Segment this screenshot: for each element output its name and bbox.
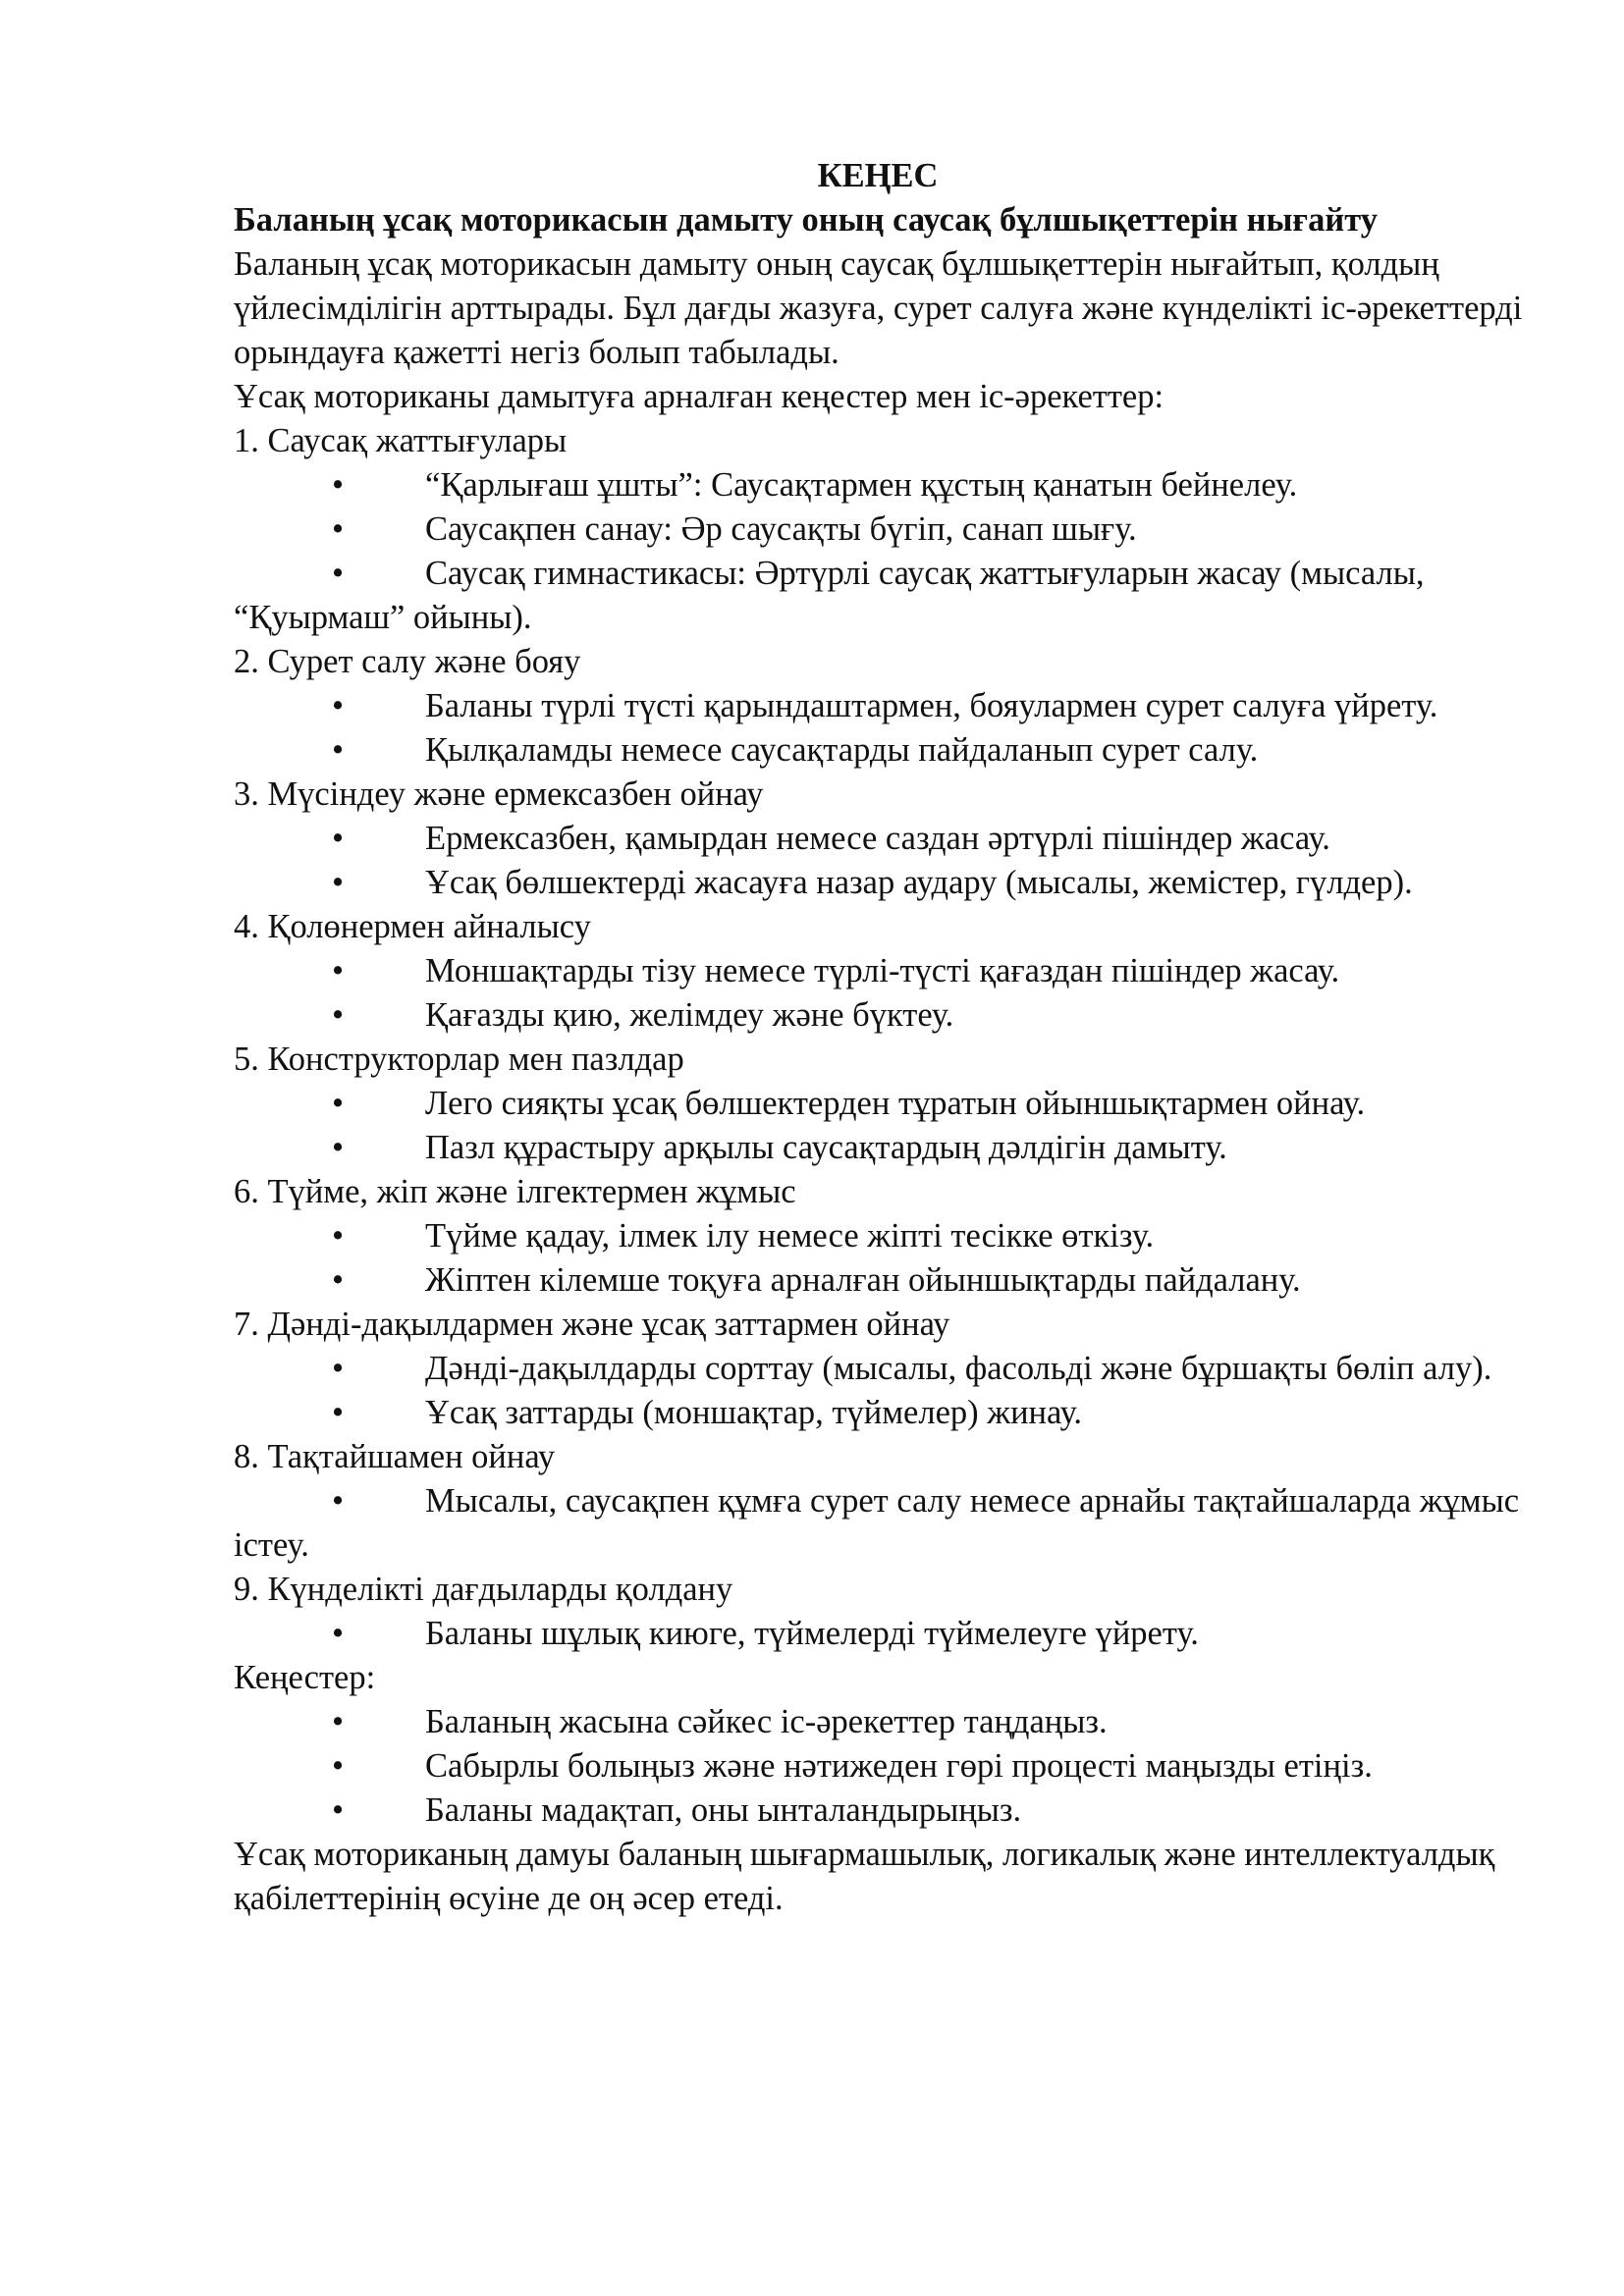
list-item-text: Саусақпен санау: Әр саусақты бүгіп, санап шығу.: [425, 510, 1137, 548]
list-item: [234, 552, 1530, 640]
list-item: [234, 463, 1530, 507]
section-heading: 7. Дәнді-дақылдармен және ұсақ заттармен ойнау: [234, 1306, 950, 1343]
list-item: [234, 949, 1530, 993]
conclusion-paragraph: Ұсақ моториканың дамуы баланың шығармашылық, логикалық және интеллектуалдық қабілеттерінің өсуіне де оң әсер етеді.: [234, 1836, 1495, 1917]
bullet-icon: •: [332, 510, 345, 548]
bullet-icon: •: [332, 1261, 345, 1299]
section-heading: 9. Күнделікті дағдыларды қолдану: [234, 1571, 733, 1608]
list-item-text: Қылқаламды немесе саусақтарды пайдаланып сурет салу.: [425, 731, 1259, 769]
bullet-icon: •: [332, 466, 345, 504]
list-item-text: Баланы түрлі түсті қарындаштармен, бояулармен сурет салуға үйрету.: [425, 687, 1438, 724]
list-item: [234, 1744, 1530, 1789]
list-item-text: Жіптен кілемше тоқуға арналған ойыншықтарды пайдалану.: [425, 1261, 1301, 1299]
list-item: [234, 684, 1530, 728]
list-item-text: Қағазды қию, желімдеу және бүктеу.: [425, 996, 954, 1034]
list-item-text: Пазл құрастыру арқылы саусақтардың дәлдігін дамыту.: [425, 1129, 1227, 1166]
section-heading: 5. Конструкторлар мен пазлдар: [234, 1041, 684, 1078]
list-item: [234, 1479, 1530, 1568]
list-item-text: Моншақтарды тізу немесе түрлі-түсті қағаздан пішіндер жасау.: [425, 952, 1340, 989]
bullet-icon: •: [332, 555, 345, 592]
bullet-icon: •: [332, 687, 345, 724]
section-heading: 2. Сурет салу және бояу: [234, 643, 581, 680]
list-item-text: Баланы мадақтап, оны ынталандырыңыз.: [425, 1791, 1022, 1829]
document-body: [234, 154, 1530, 1921]
list-heading: Ұсақ моториканы дамытуға арналған кеңестер мен іс-әрекеттер:: [234, 378, 1164, 415]
section-heading: 8. Тақтайшамен ойнау: [234, 1438, 556, 1475]
section-heading: 4. Қолөнермен айналысу: [234, 908, 591, 945]
bullet-icon: •: [332, 1217, 345, 1255]
list-item: [234, 1258, 1530, 1303]
list-item: [234, 507, 1530, 552]
list-item: [234, 817, 1530, 861]
bullet-icon: •: [332, 1482, 345, 1520]
bullet-icon: •: [332, 1791, 345, 1829]
list-item: [234, 1126, 1530, 1170]
section-heading: Кеңестер:: [234, 1659, 376, 1696]
bullet-icon: •: [332, 1394, 345, 1431]
list-item: [234, 1789, 1530, 1833]
list-item-text: Сабырлы болыңыз және нәтижеден гөрі процесті маңызды етіңіз.: [425, 1747, 1373, 1785]
list-item-text: Баланың жасына сәйкес іс-әрекеттер таңдаңыз.: [425, 1703, 1108, 1740]
list-item: [234, 1612, 1530, 1656]
list-item-text: Лего сияқты ұсақ бөлшектерден тұратын ойыншықтармен ойнау.: [425, 1085, 1366, 1122]
section-heading: 1. Саусақ жаттығулары: [234, 422, 568, 459]
list-item: [234, 1391, 1530, 1435]
list-item: [234, 1214, 1530, 1258]
list-item: [234, 993, 1530, 1038]
bullet-icon: •: [332, 1747, 345, 1785]
bullet-icon: •: [332, 820, 345, 857]
list-item-text: Баланы шұлық киюге, түймелерді түймелеуге үйрету.: [425, 1615, 1199, 1652]
bullet-icon: •: [332, 1703, 345, 1740]
bullet-icon: •: [332, 1615, 345, 1652]
page-title: КЕҢЕС: [817, 157, 939, 194]
sections-list: [234, 419, 1530, 1833]
bullet-icon: •: [332, 1350, 345, 1387]
list-item-text: Дәнді-дақылдарды сорттау (мысалы, фасольді және бұршақты бөліп алу).: [425, 1350, 1492, 1387]
bullet-icon: •: [332, 1129, 345, 1166]
list-item: [234, 1082, 1530, 1126]
list-item: [234, 1700, 1530, 1744]
list-item-text: Ұсақ бөлшектерді жасауға назар аудару (мысалы, жемістер, гүлдер).: [425, 864, 1413, 901]
list-item-text: Ұсақ заттарды (моншақтар, түймелер) жинау.: [425, 1394, 1082, 1431]
list-item: [234, 1347, 1530, 1391]
section-heading: 6. Түйме, жіп және ілгектермен жұмыс: [234, 1173, 796, 1210]
section-heading: 3. Мүсіндеу және ермексазбен ойнау: [234, 775, 764, 813]
list-item-text: Мысалы, саусақпен құмға сурет салу немесе арнайы тақтайшаларда жұмыс істеу.: [234, 1482, 1520, 1564]
document-subtitle: Баланың ұсақ моторикасын дамыту оның саусақ бұлшықеттерін нығайту: [234, 201, 1378, 239]
bullet-icon: •: [332, 864, 345, 901]
bullet-icon: •: [332, 1085, 345, 1122]
bullet-icon: •: [332, 731, 345, 769]
list-item: [234, 728, 1530, 773]
list-item-text: Ермексазбен, қамырдан немесе саздан әртүрлі пішіндер жасау.: [425, 820, 1330, 857]
list-item: [234, 861, 1530, 905]
intro-paragraph: Баланың ұсақ моторикасын дамыту оның саусақ бұлшықеттерін нығайтып, қолдың үйлесімділігін арттырады. Бұл дағды жазуға, сурет салуға және күнделікті іс-әрекеттерді орындауға қажетті негіз болып табылады.: [234, 245, 1523, 371]
bullet-icon: •: [332, 952, 345, 989]
list-item-text: Саусақ гимнастикасы: Әртүрлі саусақ жаттығуларын жасау (мысалы, “Қуырмаш” ойыны).: [234, 555, 1425, 636]
list-item-text: “Қарлығаш ұшты”: Саусақтармен құстың қанатын бейнелеу.: [425, 466, 1298, 504]
bullet-icon: •: [332, 996, 345, 1034]
list-item-text: Түйме қадау, ілмек ілу немесе жіпті тесікке өткізу.: [425, 1217, 1155, 1255]
